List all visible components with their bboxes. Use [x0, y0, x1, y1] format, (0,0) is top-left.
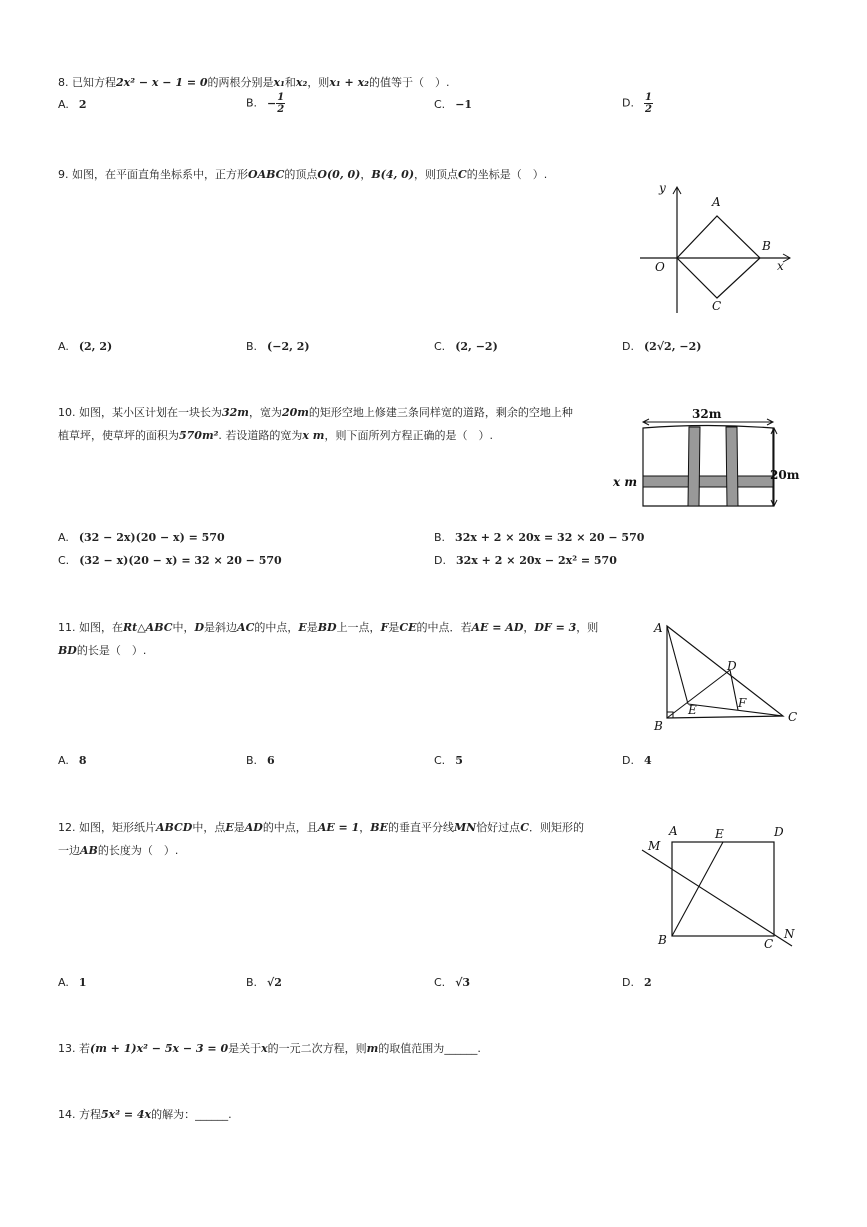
q13-text: 的取值范围为 [378, 1042, 445, 1055]
rectangle-abcd [672, 842, 774, 936]
q8-option-b[interactable] [246, 92, 285, 115]
q10-option-a[interactable] [58, 530, 225, 546]
option-value: (2, −2) [455, 340, 498, 353]
field-rectangle [643, 426, 773, 507]
q11-stem-line2 [58, 643, 146, 659]
label-m: M [648, 839, 661, 853]
q11-text: ， [523, 621, 535, 634]
q8-text: ，则 [307, 76, 330, 89]
q12-figure [640, 822, 810, 952]
q9-text: 9. 如图，在平面直角坐标系中，正方形 [58, 168, 248, 181]
option-label: B. [246, 96, 258, 110]
q11-df: DF = 3 [534, 621, 577, 634]
q8-stem [58, 75, 449, 91]
q12-text: 中，点 [192, 821, 226, 834]
q10-figure [610, 402, 805, 512]
option-value: − [267, 96, 277, 110]
numerator: 1 [644, 92, 652, 103]
q12-rectangle: ABCD [156, 821, 193, 834]
q10-length: 32m [222, 406, 249, 419]
option-value: 1 [78, 976, 87, 989]
option-label: A. [58, 754, 69, 767]
option-label: B. [246, 340, 258, 353]
q11-f: F [380, 621, 389, 634]
q11-figure [650, 618, 810, 733]
label-b: B [762, 239, 771, 253]
segment-bd [667, 670, 730, 718]
q12-be: BE [370, 821, 388, 834]
option-label: B. [434, 531, 446, 544]
option-label: A. [58, 340, 69, 353]
option-label: C. [434, 976, 446, 989]
label-e: E [715, 827, 724, 841]
q9-point-c: C [458, 168, 467, 181]
label-o: O [655, 260, 665, 274]
option-label: B. [246, 976, 258, 989]
segment-be [672, 842, 723, 936]
label-a: A [712, 195, 721, 209]
label-x: x [777, 259, 784, 273]
q11-e: E [298, 621, 307, 634]
q9-option-a[interactable] [58, 339, 112, 355]
q12-option-d[interactable] [622, 975, 652, 991]
label-c: C [712, 299, 722, 313]
q12-option-b[interactable] [246, 975, 282, 991]
q13-equation: (m + 1)x² − 5x − 3 = 0 [90, 1042, 229, 1055]
option-label: C. [434, 98, 446, 111]
option-label: A. [58, 531, 69, 544]
q13-answer-blank[interactable]: ______ [444, 1042, 478, 1055]
segment-df [730, 670, 738, 710]
q14-text: 的解为： [151, 1108, 196, 1121]
option-label: A. [58, 976, 69, 989]
segment-ae [667, 626, 688, 704]
label-y: y [659, 181, 666, 195]
option-label: A. [58, 98, 69, 111]
q10-option-d[interactable] [434, 553, 617, 569]
q8-root2: x₂ [295, 76, 308, 89]
q11-bd: BD [317, 621, 337, 634]
q12-text: 的中点，且 [262, 821, 318, 834]
fraction [644, 92, 653, 115]
q10-text: 10. 如图，某小区计划在一块长为 [58, 406, 222, 419]
q12-text: ．则矩形的 [528, 821, 584, 834]
q11-d: D [194, 621, 205, 634]
q9-figure [635, 178, 805, 318]
q12-c: C [520, 821, 529, 834]
q10-stem-line2 [58, 428, 493, 444]
q8-equation: 2x² − x − 1 = 0 [116, 76, 208, 89]
option-value: (32 − 2x)(20 − x) = 570 [78, 531, 225, 544]
label-a: A [654, 621, 663, 635]
q11-option-a[interactable] [58, 753, 86, 769]
option-label: C. [58, 554, 70, 567]
q11-text: 是 [388, 621, 400, 634]
option-value: (32 − x)(20 − x) = 32 × 20 − 570 [79, 554, 282, 567]
q13-m: m [366, 1042, 379, 1055]
q14-text: . [228, 1108, 232, 1121]
q13-x: x [261, 1042, 268, 1055]
q9-option-b[interactable] [246, 339, 310, 355]
q12-e: E [225, 821, 234, 834]
label-f: F [738, 696, 747, 710]
label-b: B [654, 719, 663, 733]
option-value: 32x + 2 × 20x = 32 × 20 − 570 [455, 531, 645, 544]
q13-text: 的一元二次方程，则 [267, 1042, 367, 1055]
label-c: C [764, 937, 774, 951]
fraction [276, 92, 285, 115]
q11-text: 的中点， [254, 621, 299, 634]
q11-stem-line1 [58, 620, 598, 636]
option-label: C. [434, 754, 446, 767]
q10-text: ，则下面所列方程正确的是（ ）. [324, 429, 493, 442]
q11-triangle: Rt△ABC [123, 621, 173, 634]
label-n: N [784, 927, 795, 941]
q8-sum: x₁ + x₂ [329, 76, 369, 89]
q8-option-a[interactable] [58, 97, 86, 113]
option-label: D. [622, 340, 634, 353]
segment-ec [688, 704, 783, 716]
q12-ae: AE = 1 [317, 821, 360, 834]
q11-option-b[interactable] [246, 753, 275, 769]
label-xm: x m [613, 475, 638, 489]
q12-option-c[interactable] [434, 975, 470, 991]
q11-ac: AC [237, 621, 255, 634]
option-label: D. [622, 754, 634, 767]
q13-text: 13. 若 [58, 1042, 90, 1055]
q14-equation: 5x² = 4x [101, 1108, 152, 1121]
option-label: D. [434, 554, 446, 567]
q12-stem-line2 [58, 843, 178, 859]
q10-variable: x m [302, 429, 325, 442]
square-oabc [677, 216, 760, 298]
q11-text: 中， [172, 621, 195, 634]
q10-width: 20m [281, 406, 309, 419]
q14-answer-blank[interactable]: ______ [195, 1108, 229, 1121]
q8-text: 的值等于（ ）. [368, 76, 450, 89]
q9-text: ， [360, 168, 372, 181]
q11-text: ，则 [576, 621, 599, 634]
option-label: B. [246, 754, 258, 767]
q14-text: 14. 方程 [58, 1108, 101, 1121]
label-d: D [774, 825, 784, 839]
horizontal-road [643, 476, 773, 487]
q12-ab: AB [80, 844, 98, 857]
option-label: D. [622, 976, 634, 989]
q9-square: OABC [248, 168, 285, 181]
label-32m: 32m [692, 407, 722, 421]
option-label: C. [434, 340, 446, 353]
q11-text: 是 [306, 621, 318, 634]
label-e: E [688, 703, 697, 717]
q9-option-d[interactable] [622, 339, 701, 355]
q11-text: 的中点．若 [416, 621, 472, 634]
option-value: (−2, 2) [267, 340, 310, 353]
q8-option-c[interactable] [434, 97, 472, 113]
q11-bd: BD [58, 644, 77, 657]
option-value: 2 [78, 98, 87, 111]
denominator: 2 [644, 104, 652, 115]
vertical-road-2 [726, 427, 738, 506]
q12-ad: AD [244, 821, 263, 834]
label-c: C [788, 710, 798, 724]
q13-text: . [477, 1042, 481, 1055]
q9-stem [58, 167, 547, 183]
q10-text: 植草坪，使草坪的面积为 [58, 429, 179, 442]
q11-option-d[interactable] [622, 753, 652, 769]
option-value: 32x + 2 × 20x − 2x² = 570 [455, 554, 617, 567]
q9-text: 的坐标是（ ）. [466, 168, 548, 181]
q8-text: 的两根分别是 [207, 76, 274, 89]
vertical-road-1 [688, 427, 700, 506]
q12-text: ， [359, 821, 371, 834]
label-20m: 20m [770, 468, 800, 482]
q11-text: 的长是（ ）. [76, 644, 147, 657]
denominator: 2 [277, 104, 285, 115]
q12-text: 的长度为（ ）. [97, 844, 179, 857]
q11-ce: CE [399, 621, 417, 634]
option-value: 2 [643, 976, 652, 989]
option-value: 6 [267, 754, 275, 767]
q9-text: 的顶点 [284, 168, 318, 181]
option-value: 8 [78, 754, 87, 767]
q13-stem [58, 1041, 481, 1057]
q10-text: . 若设道路的宽为 [218, 429, 303, 442]
q12-text: 恰好过点 [476, 821, 521, 834]
option-value: 4 [643, 754, 652, 767]
option-value: 5 [455, 754, 463, 767]
q8-option-d[interactable] [622, 92, 653, 115]
q10-text: ，宽为 [248, 406, 282, 419]
q12-mn: MN [453, 821, 477, 834]
q13-text: 是关于 [228, 1042, 262, 1055]
q11-condition: AE = AD [471, 621, 524, 634]
q12-text: 12. 如图，矩形纸片 [58, 821, 156, 834]
q10-option-b[interactable] [434, 530, 644, 546]
q9-point-o: O(0, 0) [317, 168, 361, 181]
option-value: √3 [455, 976, 471, 989]
q10-stem-line1 [58, 405, 573, 421]
q8-text: 和 [284, 76, 296, 89]
q10-area: 570m² [179, 429, 219, 442]
q11-text: 是斜边 [204, 621, 238, 634]
numerator: 1 [277, 92, 285, 103]
q14-stem [58, 1107, 232, 1123]
q8-text: 8. 已知方程 [58, 76, 116, 89]
q10-option-c[interactable] [58, 553, 282, 569]
label-a: A [669, 824, 678, 838]
q9-option-c[interactable] [434, 339, 498, 355]
option-value: (2√2, −2) [643, 340, 702, 353]
q12-text: 一边 [58, 844, 80, 857]
q12-text: 的垂直平分线 [387, 821, 454, 834]
q12-option-a[interactable] [58, 975, 86, 991]
q9-text: ，则顶点 [414, 168, 459, 181]
q9-point-b: B(4, 0) [371, 168, 415, 181]
q11-option-c[interactable] [434, 753, 463, 769]
option-value: −1 [455, 98, 473, 111]
q11-text: 11. 如图，在 [58, 621, 123, 634]
q10-text: 的矩形空地上修建三条同样宽的道路，剩余的空地上种 [308, 406, 573, 419]
option-label: D. [622, 96, 634, 110]
label-b: B [658, 933, 667, 947]
option-value: √2 [267, 976, 282, 989]
label-d: D [727, 659, 737, 673]
q8-root1: x₁ [273, 76, 285, 89]
q12-stem-line1 [58, 820, 584, 836]
line-mn [642, 850, 792, 946]
q11-text: 上一点， [336, 621, 381, 634]
q12-text: 是 [233, 821, 245, 834]
option-value: (2, 2) [78, 340, 113, 353]
